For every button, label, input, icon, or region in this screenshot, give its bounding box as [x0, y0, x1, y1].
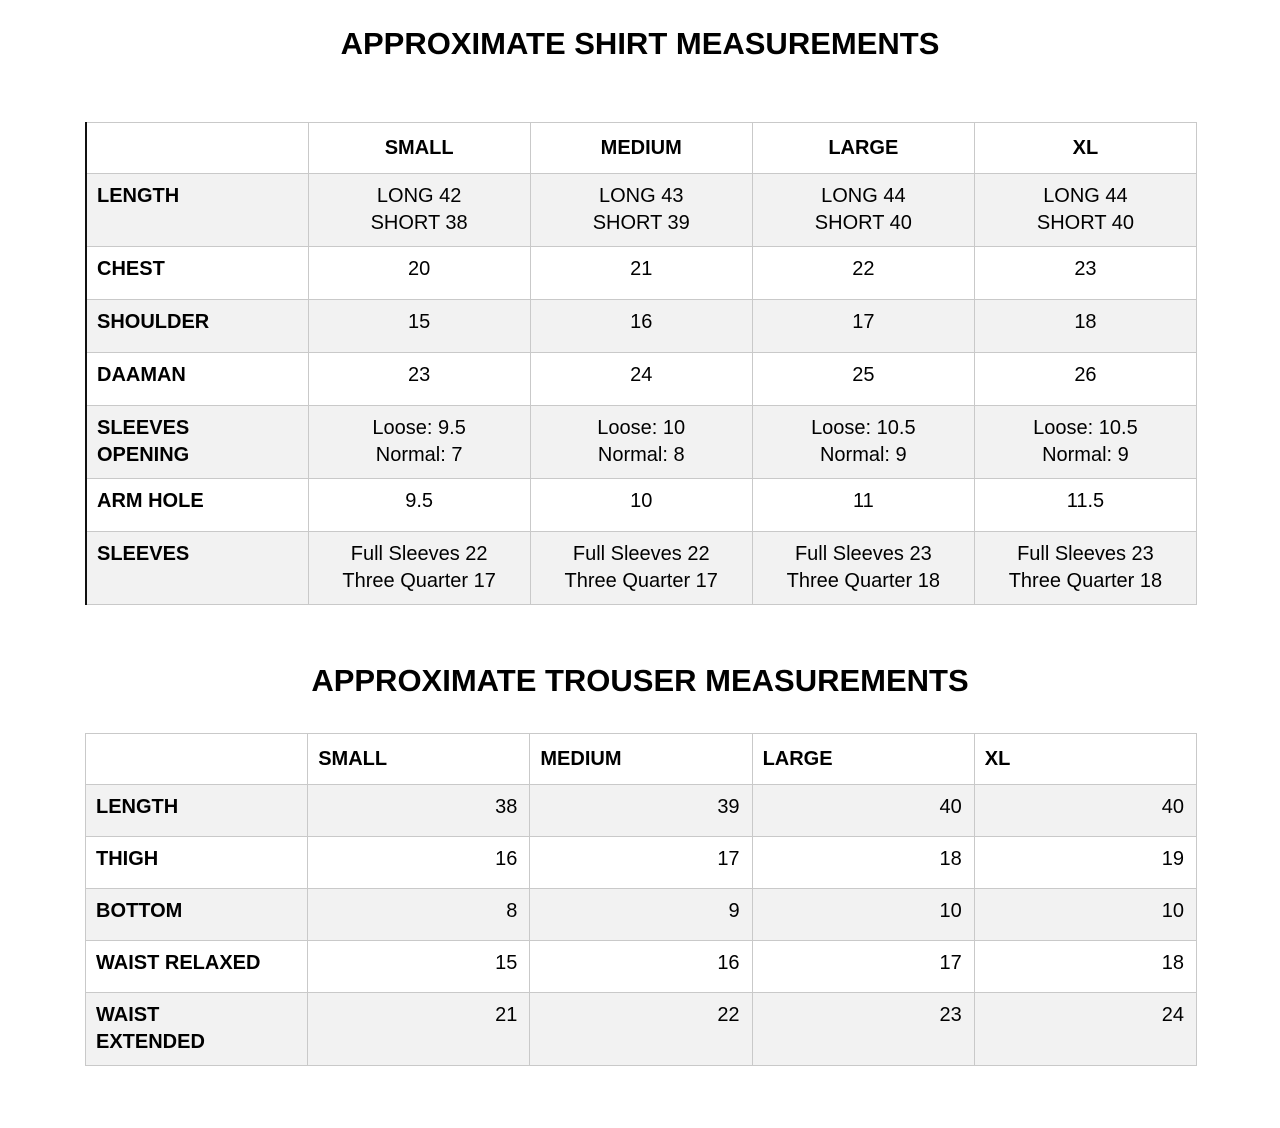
shirt-measurements-table: [85, 122, 1197, 605]
cell-line: Normal: 9: [1042, 444, 1129, 466]
column-header-xl: XL: [974, 123, 1196, 174]
cell-medium: [530, 785, 752, 837]
cell-xl: [974, 353, 1196, 406]
row-label: [86, 941, 308, 993]
cell-small: [308, 889, 530, 941]
cell-line: Loose: 10.5: [811, 417, 916, 439]
cell-line: LONG 44: [821, 185, 906, 207]
cell-line: Loose: 9.5: [372, 417, 466, 439]
cell-line: Three Quarter 17: [342, 570, 496, 592]
table-row: [86, 353, 1197, 406]
cell-large: [752, 941, 974, 993]
header-row: [86, 734, 1197, 785]
cell-xl: [974, 532, 1196, 605]
cell-small: [308, 993, 530, 1066]
cell-xl: [974, 406, 1196, 479]
cell-line: SHORT 40: [814, 212, 912, 234]
cell-line: BOTTOM: [96, 900, 183, 922]
cell-line: 25: [852, 364, 875, 386]
cell-line: 21: [630, 258, 653, 280]
cell-line: SHORT 39: [592, 212, 690, 234]
cell-line: 40: [1161, 796, 1184, 818]
cell-medium: [530, 353, 752, 406]
column-header-small: SMALL: [308, 123, 530, 174]
cell-line: ARM HOLE: [97, 490, 204, 512]
cell-line: THIGH: [96, 848, 159, 870]
cell-line: SLEEVES: [97, 417, 190, 439]
cell-line: 39: [717, 796, 740, 818]
cell-line: 8: [506, 900, 518, 922]
trouser-measurements-table: [85, 733, 1197, 1066]
cell-line: 15: [408, 311, 431, 333]
cell-large: [752, 837, 974, 889]
cell-small: [308, 941, 530, 993]
cell-line: WAIST RELAXED: [96, 952, 261, 974]
table-row: [86, 406, 1197, 479]
cell-medium: [530, 300, 752, 353]
cell-line: 23: [1074, 258, 1097, 280]
cell-line: Full Sleeves 23: [1017, 543, 1154, 565]
cell-large: [752, 300, 974, 353]
cell-line: 26: [1074, 364, 1097, 386]
corner-cell: [86, 734, 308, 785]
trouser-table-title: APPROXIMATE TROUSER MEASUREMENTS: [311, 663, 969, 698]
cell-line: 9: [728, 900, 740, 922]
row-label: [86, 532, 308, 605]
row-label: [86, 300, 308, 353]
column-header-small: SMALL: [308, 734, 530, 785]
row-label: [86, 353, 308, 406]
cell-medium: [530, 889, 752, 941]
cell-medium: [530, 532, 752, 605]
cell-line: Normal: 7: [375, 444, 463, 466]
cell-xl: [974, 889, 1196, 941]
cell-medium: [530, 406, 752, 479]
row-label: [86, 785, 308, 837]
cell-small: [308, 247, 530, 300]
cell-large: [752, 889, 974, 941]
cell-line: Loose: 10: [597, 417, 686, 439]
cell-line: 10: [939, 900, 962, 922]
cell-large: [752, 174, 974, 247]
cell-large: [752, 785, 974, 837]
cell-line: SHORT 40: [1036, 212, 1134, 234]
table-row: [86, 247, 1197, 300]
cell-line: 10: [1161, 900, 1184, 922]
cell-line: Three Quarter 18: [1008, 570, 1163, 592]
cell-line: 22: [852, 258, 875, 280]
cell-line: SLEEVES: [97, 543, 190, 565]
cell-large: [752, 532, 974, 605]
cell-xl: [974, 247, 1196, 300]
cell-line: SHORT 38: [370, 212, 468, 234]
cell-line: LONG 43: [598, 185, 684, 207]
cell-line: 23: [408, 364, 431, 386]
cell-small: [308, 174, 530, 247]
row-label: [86, 993, 308, 1066]
cell-small: [308, 353, 530, 406]
cell-xl: [974, 174, 1196, 247]
cell-line: 40: [939, 796, 962, 818]
cell-line: Normal: 9: [819, 444, 907, 466]
header-row: [86, 123, 1197, 174]
cell-large: [752, 247, 974, 300]
cell-line: LENGTH: [97, 185, 180, 207]
row-label: [86, 406, 308, 479]
cell-line: EXTENDED: [96, 1031, 205, 1053]
cell-line: 24: [1161, 1004, 1184, 1026]
cell-small: [308, 785, 530, 837]
cell-medium: [530, 479, 752, 532]
row-label: [86, 479, 308, 532]
cell-xl: [974, 479, 1196, 532]
cell-line: SHOULDER: [97, 311, 210, 333]
cell-line: 18: [1074, 311, 1097, 333]
cell-small: [308, 406, 530, 479]
row-label: [86, 837, 308, 889]
cell-line: 17: [717, 848, 740, 870]
column-header-large: LARGE: [752, 123, 974, 174]
cell-large: [752, 993, 974, 1066]
cell-line: Full Sleeves 22: [572, 543, 710, 565]
cell-line: Three Quarter 17: [564, 570, 718, 592]
cell-line: 18: [1161, 952, 1184, 974]
corner-cell: [86, 123, 308, 174]
column-header-xl: XL: [974, 734, 1196, 785]
cell-line: 16: [630, 311, 653, 333]
cell-line: CHEST: [97, 258, 165, 280]
cell-line: Full Sleeves 23: [794, 543, 932, 565]
cell-xl: [974, 785, 1196, 837]
table-row: [86, 479, 1197, 532]
cell-large: [752, 406, 974, 479]
column-header-medium: MEDIUM: [530, 734, 752, 785]
cell-line: 23: [939, 1004, 962, 1026]
table-row: [86, 993, 1197, 1066]
cell-line: LENGTH: [96, 796, 179, 818]
cell-line: LONG 42: [376, 185, 462, 207]
cell-line: 15: [495, 952, 518, 974]
cell-line: 24: [630, 364, 653, 386]
cell-line: Full Sleeves 22: [350, 543, 488, 565]
cell-line: Normal: 8: [597, 444, 685, 466]
row-label: [86, 174, 308, 247]
shirt-table-title: APPROXIMATE SHIRT MEASUREMENTS: [340, 26, 940, 61]
cell-line: LONG 44: [1043, 185, 1128, 207]
column-header-medium: MEDIUM: [530, 123, 752, 174]
table-row: [86, 532, 1197, 605]
cell-line: 17: [939, 952, 962, 974]
cell-line: 11.5: [1066, 490, 1105, 512]
cell-xl: [974, 941, 1196, 993]
cell-line: 18: [939, 848, 962, 870]
table-row: [86, 174, 1197, 247]
cell-line: 9.5: [405, 490, 434, 512]
row-label: [86, 889, 308, 941]
cell-medium: [530, 174, 752, 247]
cell-line: 16: [717, 952, 740, 974]
cell-line: 11: [852, 490, 874, 512]
cell-small: [308, 837, 530, 889]
cell-line: DAAMAN: [97, 364, 186, 386]
cell-line: 22: [717, 1004, 740, 1026]
cell-xl: [974, 993, 1196, 1066]
table-row: [86, 837, 1197, 889]
cell-line: 19: [1161, 848, 1184, 870]
cell-large: [752, 479, 974, 532]
table-row: [86, 889, 1197, 941]
cell-xl: [974, 300, 1196, 353]
cell-line: 10: [630, 490, 653, 512]
cell-small: [308, 300, 530, 353]
cell-line: 16: [495, 848, 518, 870]
cell-line: WAIST: [96, 1004, 160, 1026]
cell-xl: [974, 837, 1196, 889]
row-label: [86, 247, 308, 300]
cell-line: 17: [852, 311, 875, 333]
cell-medium: [530, 247, 752, 300]
table-row: [86, 941, 1197, 993]
cell-small: [308, 532, 530, 605]
cell-large: [752, 353, 974, 406]
cell-line: 38: [495, 796, 518, 818]
table-row: [86, 300, 1197, 353]
cell-line: 21: [495, 1004, 518, 1026]
cell-medium: [530, 993, 752, 1066]
cell-line: Loose: 10.5: [1033, 417, 1138, 439]
column-header-large: LARGE: [752, 734, 974, 785]
cell-medium: [530, 837, 752, 889]
cell-line: 20: [408, 258, 431, 280]
cell-small: [308, 479, 530, 532]
cell-line: OPENING: [97, 444, 190, 466]
cell-line: Three Quarter 18: [786, 570, 941, 592]
table-row: [86, 785, 1197, 837]
cell-medium: [530, 941, 752, 993]
